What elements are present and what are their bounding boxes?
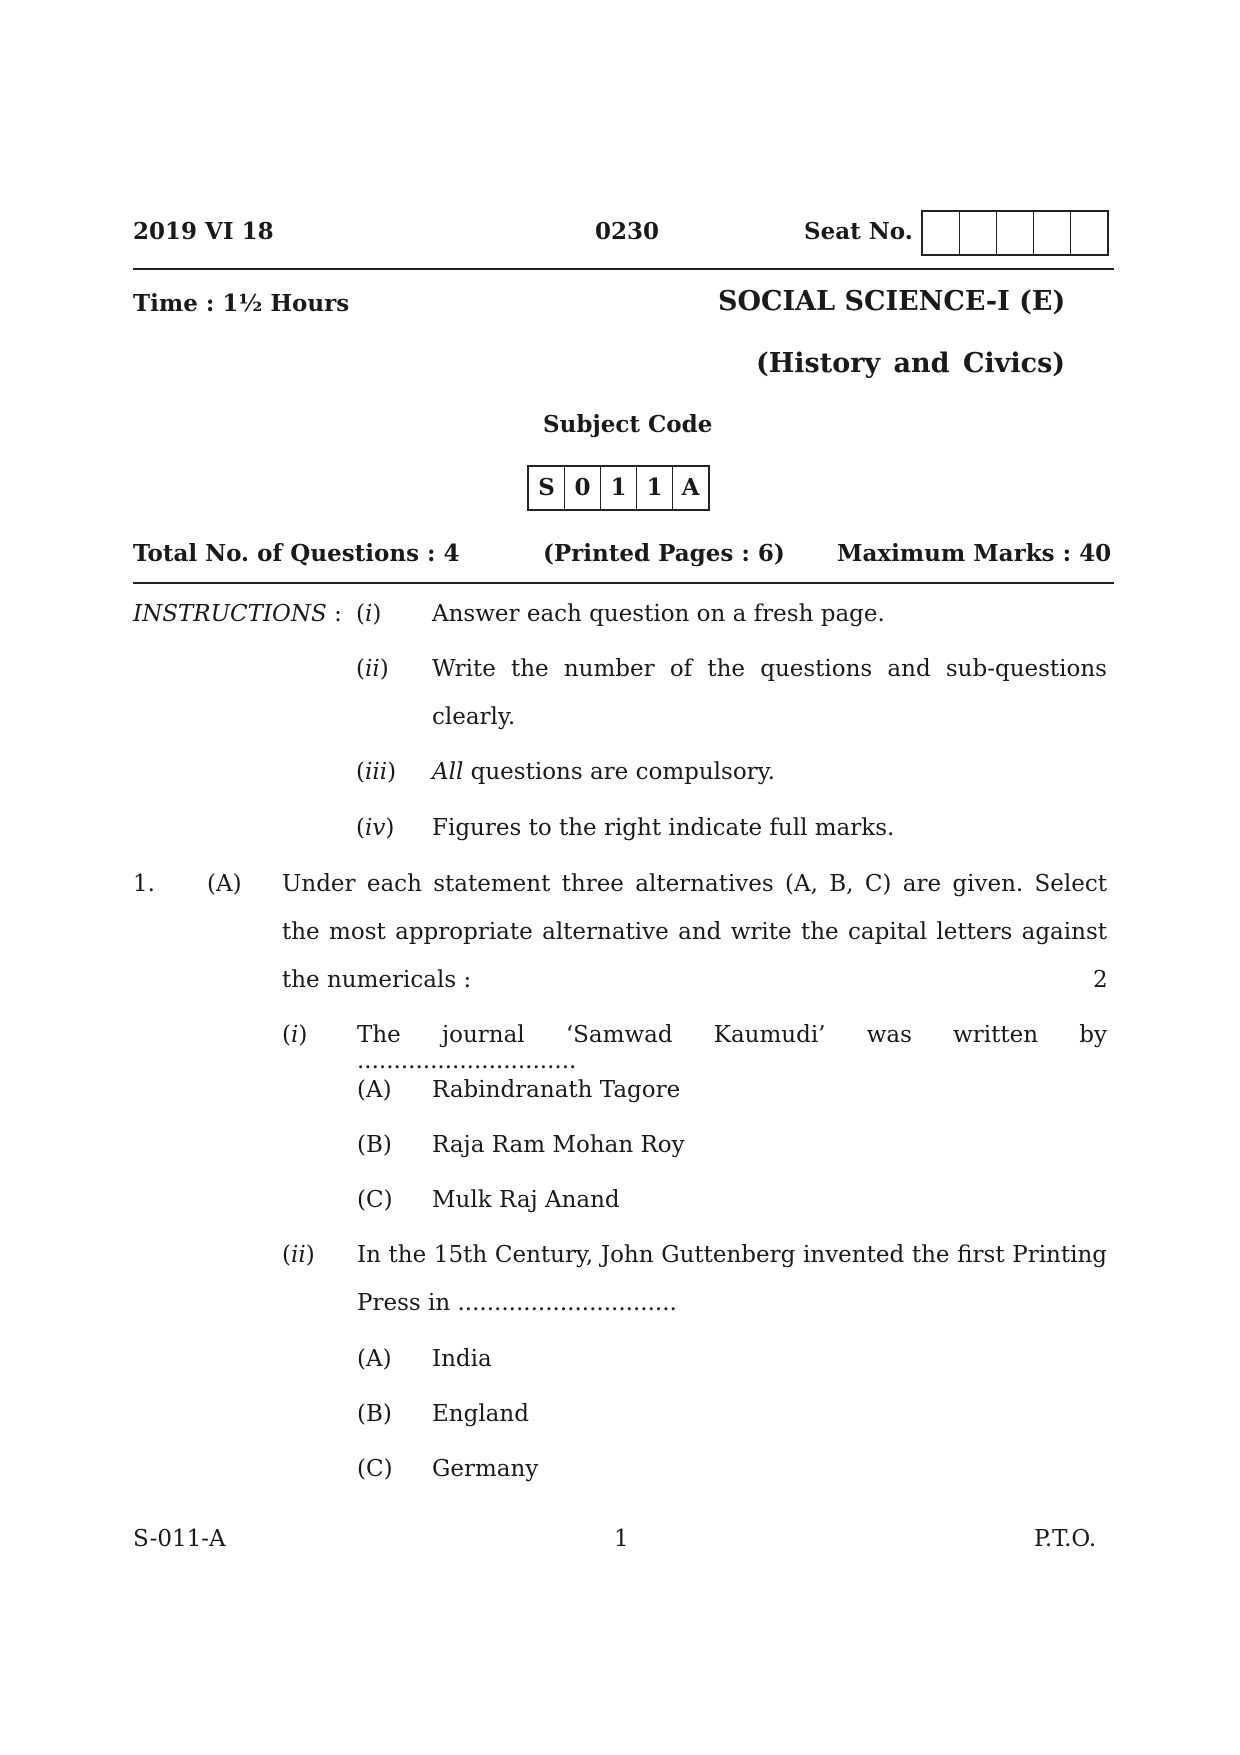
option-text: England (432, 1401, 529, 1427)
instruction-number: (iv) (356, 815, 395, 841)
sub-question-text: In the 15th Century, John Guttenberg invented the first Printing (357, 1242, 1107, 1268)
seat-box-cell (1034, 212, 1071, 254)
seat-box-cell (923, 212, 960, 254)
seat-box-cell (997, 212, 1034, 254)
question-number: 1. (133, 871, 155, 897)
seat-box-cell (960, 212, 997, 254)
instruction-number: (ii) (356, 656, 389, 682)
subject-code-char: S (529, 467, 565, 509)
seat-label: Seat No. (804, 218, 913, 245)
subject-code-char: A (681, 474, 700, 501)
option-label: (C) (357, 1187, 393, 1213)
subject-code-char: 1 (601, 467, 637, 509)
subject-code-char: 0 (565, 467, 601, 509)
seat-number-boxes (921, 210, 1109, 256)
instruction-text: Figures to the right indicate full marks. (432, 815, 895, 841)
page-number: 1 (614, 1526, 629, 1552)
subject-code-label: Subject Code (543, 411, 713, 438)
meta-rule (133, 582, 1114, 584)
subject-title: SOCIAL SCIENCE-I (E) (718, 286, 1066, 317)
maximum-marks: Maximum Marks : 40 (837, 540, 1112, 567)
instruction-text: All questions are compulsory. (432, 759, 775, 785)
question-part: (A) (207, 871, 242, 897)
question-text: the numericals : (282, 967, 472, 993)
option-label: (A) (357, 1346, 392, 1372)
option-label: (A) (357, 1077, 392, 1103)
instruction-text-cont: clearly. (432, 704, 516, 730)
option-text: Germany (432, 1456, 539, 1482)
question-text: the most appropriate alternative and write the capital letters against (282, 919, 1107, 945)
please-turn-over: P.T.O. (1034, 1526, 1097, 1552)
header-rule (133, 268, 1114, 270)
seat-box-cell (1071, 212, 1107, 254)
instructions-label: INSTRUCTIONS (133, 601, 327, 627)
instruction-text: Write the number of the questions and sub-questions (432, 656, 1107, 682)
instruction-number: (i) (356, 601, 382, 627)
sub-question-number: (ii) (282, 1242, 315, 1268)
question-marks: 2 (1093, 967, 1108, 993)
option-label: (B) (357, 1401, 392, 1427)
subject-code-char: 1 (637, 467, 673, 509)
exam-code: 2019 VI 18 (133, 218, 274, 245)
option-text: Raja Ram Mohan Roy (432, 1132, 685, 1158)
total-questions: Total No. of Questions : 4 (133, 540, 460, 567)
option-text: Rabindranath Tagore (432, 1077, 681, 1103)
sub-question-text-cont: Press in .............................. (357, 1290, 677, 1316)
option-text: India (432, 1346, 492, 1372)
instruction-number: (iii) (356, 759, 397, 785)
option-label: (C) (357, 1456, 393, 1482)
instructions-heading: INSTRUCTIONS : (133, 601, 342, 627)
option-label: (B) (357, 1132, 392, 1158)
printed-pages: (Printed Pages : 6) (543, 540, 785, 567)
footer-code: S-011-A (133, 1526, 226, 1552)
sub-question-text: The journal ‘Samwad Kaumudi’ was written by .............................. (357, 1022, 1107, 1074)
subject-code-boxes (527, 465, 710, 511)
time-allowed: Time : 1½ Hours (133, 290, 350, 317)
option-text: Mulk Raj Anand (432, 1187, 620, 1213)
subject-subtitle: (History and Civics) (756, 348, 1066, 379)
paper-code: 0230 (595, 218, 660, 245)
question-text: Under each statement three alternatives (A, B, C) are given. Select (282, 871, 1107, 897)
sub-question-number: (i) (282, 1022, 308, 1048)
instruction-text: Answer each question on a fresh page. (432, 601, 885, 627)
